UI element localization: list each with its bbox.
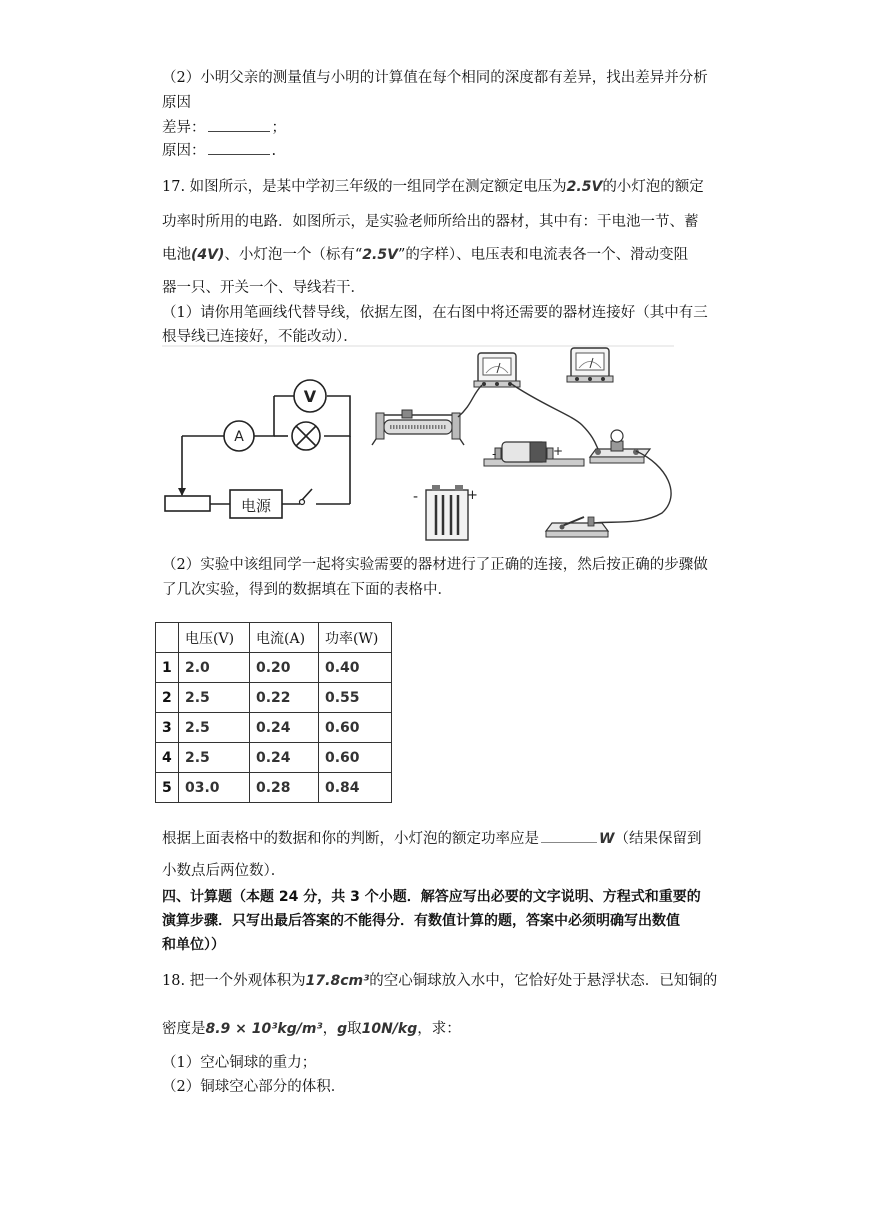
- table-header-index: [156, 623, 179, 653]
- q18-line2: [162, 1017, 461, 1038]
- table-header-current: 电流(A): [250, 623, 319, 653]
- lamp-rating: 2.5V: [362, 247, 398, 263]
- rated-power-blank[interactable]: [541, 830, 597, 843]
- q17-line1: [162, 175, 704, 196]
- q17-answer-line2: 小数点后两位数）．: [162, 863, 286, 879]
- q17-text-3a: 电池: [162, 247, 191, 263]
- dry-cell-device: [484, 442, 584, 466]
- battery-plus: +: [467, 488, 478, 503]
- table-cell-power: 0.60: [319, 743, 392, 773]
- circuit-figure: [162, 345, 674, 545]
- q16-difference-line: [162, 116, 286, 137]
- table-header-power: 功率(W): [319, 623, 392, 653]
- table-row: [156, 773, 392, 803]
- q18-line1: [162, 969, 717, 990]
- q17-answer-line1: [162, 827, 701, 848]
- power-source-label: 电源: [240, 497, 272, 515]
- q17-answer-text-b: （结果保留到: [614, 831, 702, 847]
- table-header-voltage: 电压(V): [179, 623, 250, 653]
- table-cell-voltage: 2.5: [179, 683, 250, 713]
- reason-label: 原因：: [162, 143, 206, 159]
- q18-text-2d: ，求：: [417, 1021, 461, 1037]
- difference-end: ；: [271, 120, 286, 136]
- q18-text-1b: 的空心铜球放入水中，它恰好处于悬浮状态．已知铜的: [369, 973, 718, 989]
- q17-line3: [162, 243, 688, 264]
- g-symbol: g: [337, 1021, 348, 1037]
- table-cell-voltage: 2.0: [179, 653, 250, 683]
- table-cell-voltage: 2.5: [179, 713, 250, 743]
- q18-text-2b: ，: [322, 1021, 338, 1037]
- battery-minus: -: [413, 489, 419, 505]
- dry-cell-minus: -: [492, 447, 497, 461]
- ammeter-symbol: A: [234, 429, 244, 445]
- q17-part1-line1: （1）请你用笔画线代替导线，依据左图，在右图中将还需要的器材连接好（其中有三: [162, 305, 708, 321]
- section4-heading-line2: 演算步骤．只写出最后答案的不能得分．有数值计算的题，答案中必须明确写出数值: [162, 913, 680, 929]
- table-cell-voltage: 03.0: [179, 773, 250, 803]
- ammeter-device: [474, 353, 520, 387]
- voltmeter-symbol: V: [303, 387, 317, 406]
- q18-text-2c: 取: [347, 1021, 362, 1037]
- section4-heading-line1: 四、计算题（本题 24 分，共 3 个小题．解答应写出必要的文字说明、方程式和重要的: [162, 889, 701, 905]
- table-row: [156, 683, 392, 713]
- table-cell-power: 0.84: [319, 773, 392, 803]
- table-cell-power: 0.40: [319, 653, 392, 683]
- q17-part2-line2: 了几次实验，得到的数据填在下面的表格中．: [162, 582, 452, 598]
- q17-answer-text-a: 根据上面表格中的数据和你的判断，小灯泡的额定功率应是: [162, 831, 539, 847]
- section4-heading-line3: 和单位））: [162, 937, 225, 953]
- q18-part1: （1）空心铜球的重力；: [162, 1055, 317, 1071]
- q17-part2-line1: （2）实验中该组同学一起将实验需要的器材进行了正确的连接，然后按正确的步骤做: [162, 557, 708, 573]
- table-cell-power: 0.60: [319, 713, 392, 743]
- q17-line2: 功率时所用的电路．如图所示，是实验老师所给出的器材，其中有：干电池一节、蓄: [162, 214, 699, 230]
- table-cell-voltage: 2.5: [179, 743, 250, 773]
- ball-volume: 17.8cm³: [305, 973, 370, 989]
- storage-battery-device: [413, 485, 478, 540]
- q17-text-3c: ”的字样）、电压表和电流表各一个、滑动变阻: [397, 247, 689, 263]
- q16-part2-line2: 原因: [162, 95, 191, 111]
- g-value: 10N/kg: [361, 1021, 418, 1037]
- table-cell-index: 2: [156, 683, 179, 713]
- table-cell-index: 3: [156, 713, 179, 743]
- q17-text-1b: 的小灯泡的额定: [602, 179, 704, 195]
- q17-text-3b: 、小灯泡一个（标有“: [224, 247, 363, 263]
- table-cell-index: 5: [156, 773, 179, 803]
- q16-part2-line1: （2）小明父亲的测量值与小明的计算值在每个相同的深度都有差异，找出差异并分析: [162, 70, 708, 86]
- table-cell-current: 0.22: [250, 683, 319, 713]
- switch-device: [546, 517, 608, 537]
- q16-reason-line: [162, 139, 276, 160]
- q17-text-1a: 17. 如图所示，是某中学初三年级的一组同学在测定额定电压为: [162, 179, 567, 195]
- table-cell-current: 0.24: [250, 743, 319, 773]
- lamp-device: [590, 430, 650, 463]
- voltmeter-device: [567, 348, 613, 382]
- table-cell-current: 0.24: [250, 713, 319, 743]
- reason-blank[interactable]: [208, 142, 270, 155]
- equipment-drawing: [372, 348, 671, 540]
- battery-voltage: (4V): [191, 247, 225, 263]
- rated-voltage: 2.5V: [566, 179, 603, 195]
- table-row: [156, 653, 392, 683]
- table-cell-current: 0.20: [250, 653, 319, 683]
- connected-wires: [458, 383, 671, 523]
- table-row: [156, 743, 392, 773]
- table-cell-current: 0.28: [250, 773, 319, 803]
- table-row: [156, 713, 392, 743]
- difference-blank[interactable]: [208, 119, 270, 132]
- table-cell-power: 0.55: [319, 683, 392, 713]
- q18-text-2a: 密度是: [162, 1021, 206, 1037]
- copper-density: 8.9 × 10³kg/m³: [205, 1021, 323, 1037]
- q17-line4: 器一只、开关一个、导线若干．: [162, 280, 365, 296]
- difference-label: 差异：: [162, 120, 206, 136]
- q18-text-1a: 18. 把一个外观体积为: [162, 973, 306, 989]
- table-header-row: [156, 623, 392, 653]
- data-table: [155, 622, 392, 803]
- table-cell-index: 4: [156, 743, 179, 773]
- q18-part2: （2）铜球空心部分的体积．: [162, 1079, 346, 1095]
- power-unit: W: [599, 831, 615, 847]
- table-cell-index: 1: [156, 653, 179, 683]
- rheostat-device: [372, 410, 464, 445]
- dry-cell-plus: +: [553, 444, 564, 458]
- q17-part1-line2: 根导线已连接好，不能改动）．: [162, 329, 358, 345]
- reason-end: .: [271, 143, 277, 159]
